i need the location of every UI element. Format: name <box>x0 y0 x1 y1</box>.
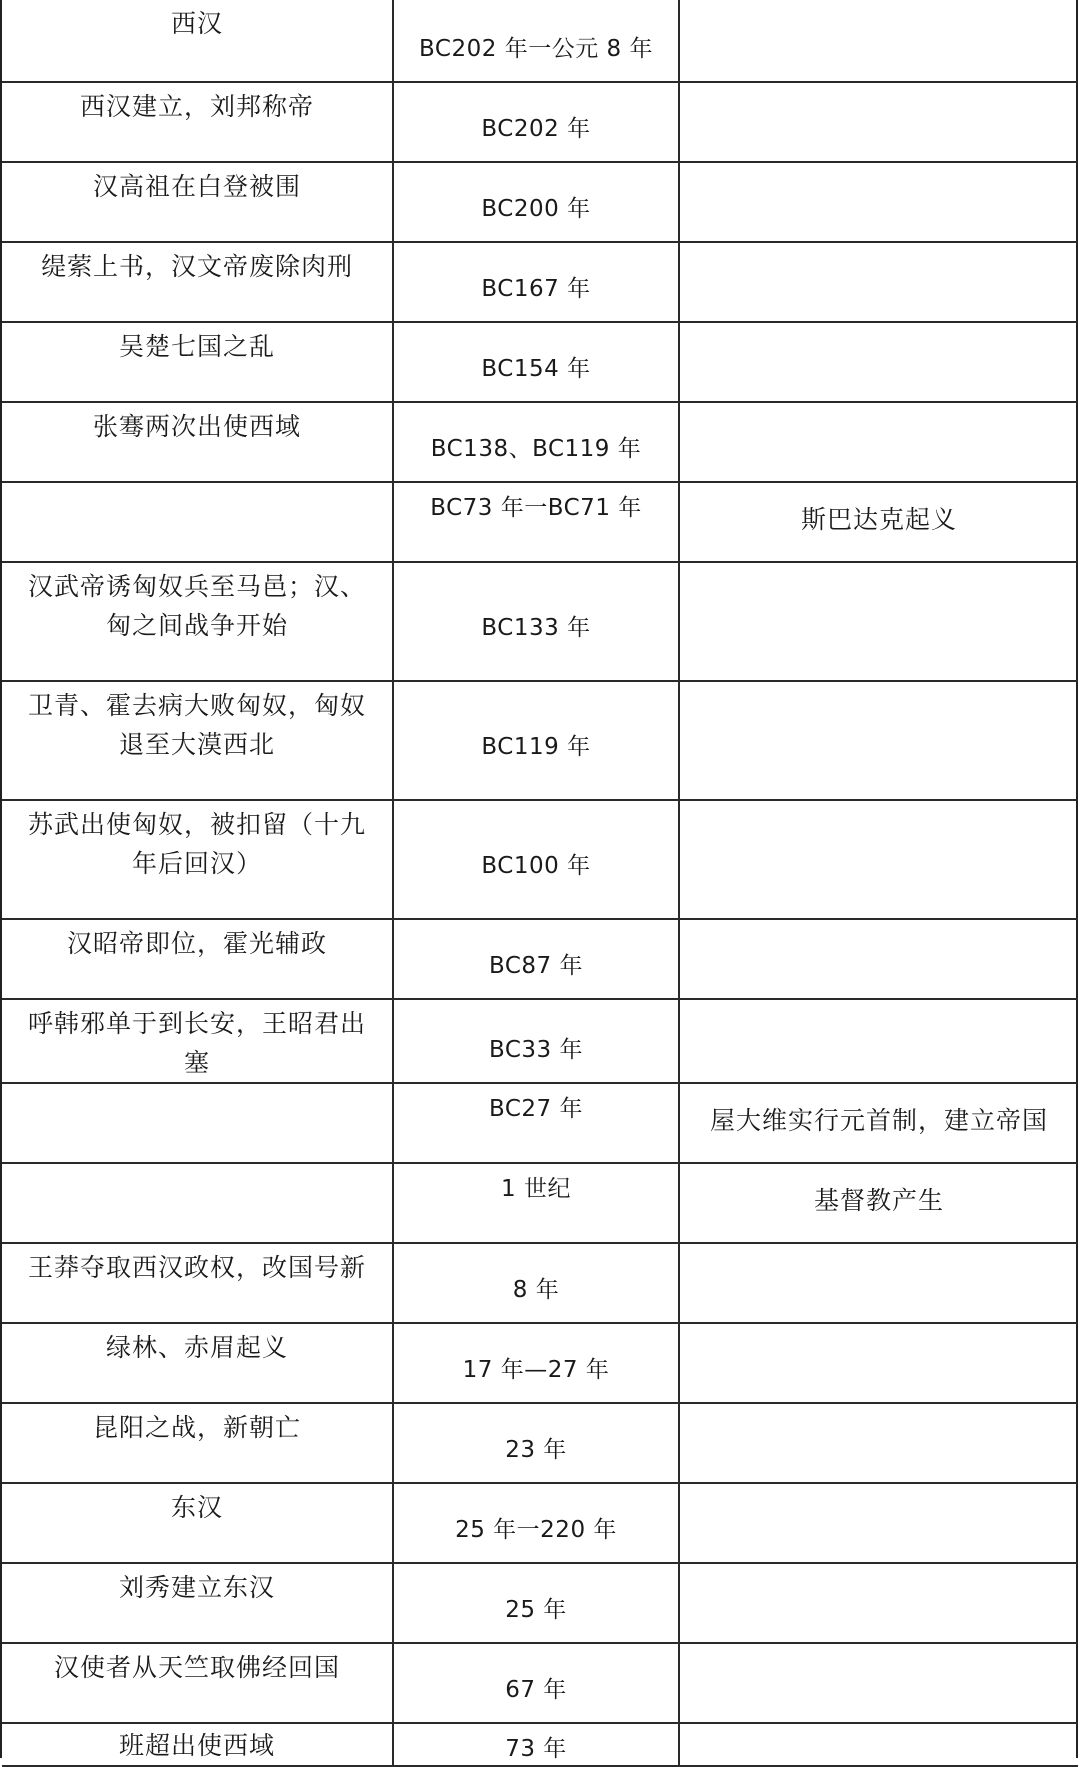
table-row <box>2 1243 1078 1323</box>
table-row <box>2 1403 1078 1483</box>
date-cell <box>393 1163 679 1243</box>
event-cell <box>2 681 393 800</box>
event-cell <box>2 402 393 482</box>
event-cell <box>2 1083 393 1163</box>
event-text: 吴楚七国之乱 <box>118 332 275 361</box>
date-text: 1 世纪 <box>501 1176 571 1202</box>
date-text: BC200 年 <box>481 196 591 222</box>
event-cell <box>2 1243 393 1323</box>
event-text <box>2 1084 392 1088</box>
event-text: 卫青、霍去病大败匈奴，匈奴退至大漠西北 <box>27 691 366 759</box>
date-cell <box>393 1483 679 1563</box>
world-event-cell <box>679 999 1078 1083</box>
date-cell <box>393 1403 679 1483</box>
world-event-cell <box>679 1083 1078 1163</box>
history-timeline-table <box>2 0 1078 1767</box>
date-cell <box>393 800 679 919</box>
event-cell <box>2 1483 393 1563</box>
table-row <box>2 999 1078 1083</box>
event-cell <box>2 1323 393 1403</box>
event-text <box>2 483 392 487</box>
date-cell <box>393 1083 679 1163</box>
table-row <box>2 1083 1078 1163</box>
date-text: BC202 年 <box>481 116 591 142</box>
event-cell <box>2 162 393 242</box>
date-text: 8 年 <box>512 1277 560 1303</box>
world-event-cell <box>679 1403 1078 1483</box>
table-row <box>2 1323 1078 1403</box>
table-row <box>2 1163 1078 1243</box>
event-text: 汉高祖在白登被围 <box>92 172 301 201</box>
event-text: 苏武出使匈奴，被扣留（十九年后回汉） <box>27 810 366 878</box>
world-event-cell <box>679 919 1078 999</box>
world-event-cell <box>679 1643 1078 1723</box>
event-text: 班超出使西域 <box>118 1731 275 1760</box>
date-text: BC73 年一BC71 年 <box>430 495 642 521</box>
date-cell <box>393 562 679 681</box>
world-event-cell <box>679 800 1078 919</box>
date-cell <box>393 1563 679 1643</box>
event-text: 刘秀建立东汉 <box>118 1573 275 1602</box>
world-event-cell <box>679 0 1078 82</box>
date-cell <box>393 482 679 562</box>
world-event-cell <box>679 1243 1078 1323</box>
event-cell <box>2 919 393 999</box>
date-text: BC27 年 <box>488 1096 583 1122</box>
world-event-cell <box>679 402 1078 482</box>
table-row <box>2 162 1078 242</box>
date-cell <box>393 162 679 242</box>
event-cell <box>2 82 393 162</box>
date-text: 25 年 <box>505 1597 567 1623</box>
table-row <box>2 800 1078 919</box>
table-row <box>2 402 1078 482</box>
world-event-cell <box>679 1723 1078 1766</box>
event-cell <box>2 999 393 1083</box>
date-cell <box>393 999 679 1083</box>
date-text: 73 年 <box>505 1736 567 1762</box>
event-cell <box>2 800 393 919</box>
date-text: 25 年一220 年 <box>455 1517 617 1543</box>
world-event-text: 屋大维实行元首制，建立帝国 <box>709 1106 1048 1135</box>
date-text: BC138、BC119 年 <box>430 436 642 462</box>
date-cell <box>393 681 679 800</box>
table-row <box>2 919 1078 999</box>
date-text: 23 年 <box>505 1437 567 1463</box>
table-row <box>2 242 1078 322</box>
table-row <box>2 681 1078 800</box>
event-text: 张骞两次出使西域 <box>92 412 301 441</box>
date-text: BC202 年一公元 8 年 <box>419 36 653 62</box>
table-row <box>2 322 1078 402</box>
event-text <box>2 1164 392 1168</box>
table-row <box>2 1483 1078 1563</box>
world-event-cell <box>679 322 1078 402</box>
date-cell <box>393 1723 679 1766</box>
date-text: BC33 年 <box>488 1037 583 1063</box>
table-row <box>2 1723 1078 1766</box>
date-cell <box>393 1243 679 1323</box>
event-text: 汉使者从天竺取佛经回国 <box>53 1653 340 1682</box>
event-text: 汉昭帝即位，霍光辅政 <box>66 929 327 958</box>
table-row <box>2 1643 1078 1723</box>
date-cell <box>393 242 679 322</box>
event-cell <box>2 1403 393 1483</box>
date-cell <box>393 919 679 999</box>
world-event-text: 斯巴达克起义 <box>800 505 957 534</box>
event-text: 呼韩邪单于到长安，王昭君出塞 <box>27 1009 366 1077</box>
event-text: 西汉 <box>170 9 223 38</box>
event-cell <box>2 0 393 82</box>
world-event-cell <box>679 482 1078 562</box>
date-cell <box>393 1323 679 1403</box>
world-event-cell <box>679 562 1078 681</box>
date-cell <box>393 322 679 402</box>
date-cell <box>393 1643 679 1723</box>
world-event-cell <box>679 1163 1078 1243</box>
world-event-cell <box>679 242 1078 322</box>
table-row <box>2 1563 1078 1643</box>
date-cell <box>393 0 679 82</box>
event-cell <box>2 322 393 402</box>
event-cell <box>2 1643 393 1723</box>
event-text: 昆阳之战，新朝亡 <box>92 1413 301 1442</box>
event-cell <box>2 482 393 562</box>
date-cell <box>393 82 679 162</box>
event-text: 缇萦上书，汉文帝废除肉刑 <box>40 252 353 281</box>
world-event-cell <box>679 1563 1078 1643</box>
date-text: BC119 年 <box>481 734 591 760</box>
world-event-cell <box>679 162 1078 242</box>
world-event-cell <box>679 82 1078 162</box>
table-row <box>2 0 1078 82</box>
world-event-cell <box>679 681 1078 800</box>
event-text: 绿林、赤眉起义 <box>105 1333 288 1362</box>
date-text: BC87 年 <box>488 953 583 979</box>
event-cell <box>2 1163 393 1243</box>
table-row <box>2 482 1078 562</box>
date-text: BC133 年 <box>481 615 591 641</box>
world-event-text: 基督教产生 <box>813 1186 944 1215</box>
event-text: 西汉建立，刘邦称帝 <box>79 92 314 121</box>
event-cell <box>2 1723 393 1766</box>
event-text: 东汉 <box>170 1493 223 1522</box>
date-cell <box>393 402 679 482</box>
date-text: 17 年—27 年 <box>462 1357 610 1383</box>
date-text: BC154 年 <box>481 356 591 382</box>
world-event-cell <box>679 1483 1078 1563</box>
date-text: BC167 年 <box>481 276 591 302</box>
date-text: 67 年 <box>505 1677 567 1703</box>
event-text: 汉武帝诱匈奴兵至马邑；汉、匈之间战争开始 <box>27 572 366 640</box>
table-row <box>2 82 1078 162</box>
date-text: BC100 年 <box>481 853 591 879</box>
event-cell <box>2 562 393 681</box>
event-text: 王莽夺取西汉政权，改国号新 <box>27 1253 366 1282</box>
event-cell <box>2 1563 393 1643</box>
event-cell <box>2 242 393 322</box>
world-event-cell <box>679 1323 1078 1403</box>
table-row <box>2 562 1078 681</box>
